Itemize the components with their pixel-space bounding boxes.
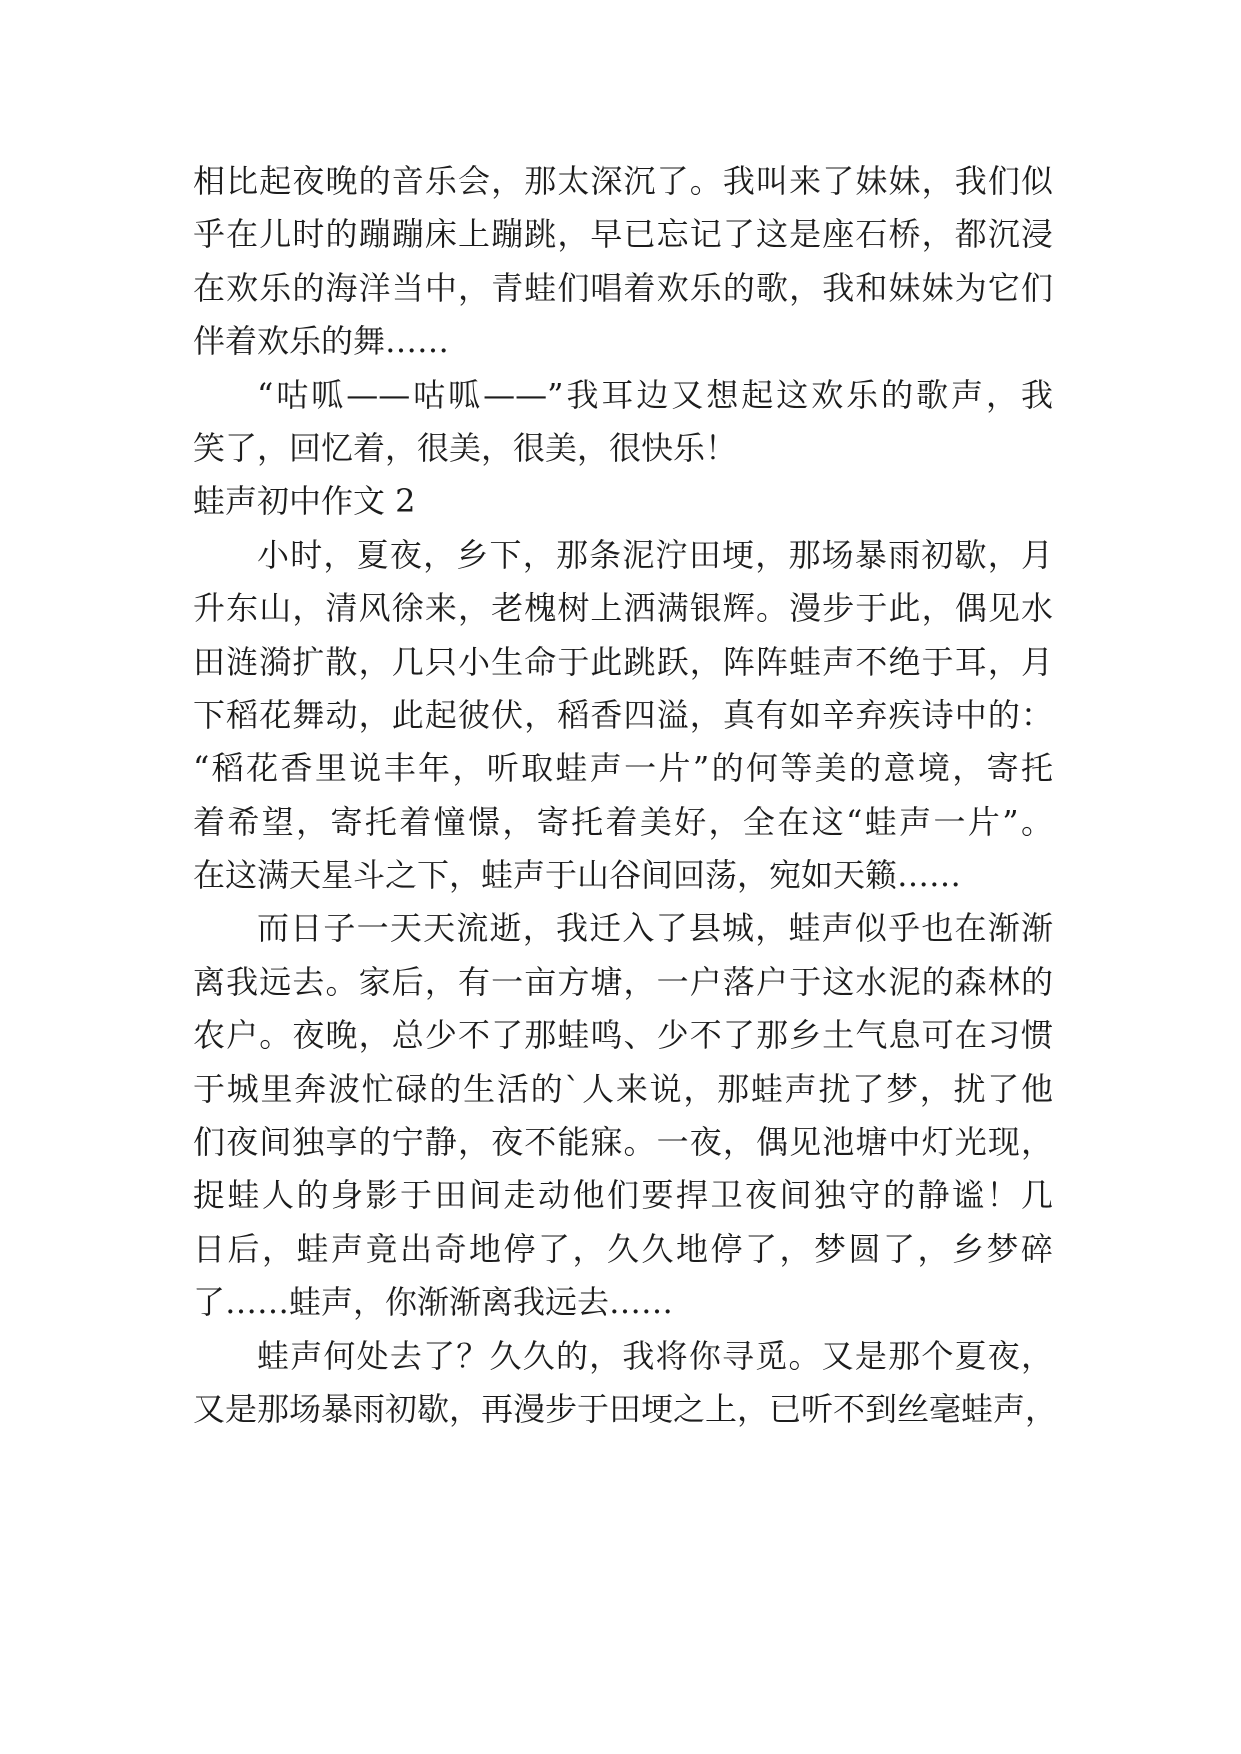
text-line: 捉蛙人的身影于田间走动他们要捍卫夜间独守的静谧！几 (193, 1176, 1053, 1215)
text-line: “稻花香里说丰年，听取蛙声一片”的何等美的意境，寄托 (193, 749, 1053, 788)
text-line: 下稻花舞动，此起彼伏，稻香四溢，真有如辛弃疾诗中的： (193, 695, 1053, 734)
text-line: “咕呱——咕呱——”我耳边又想起这欢乐的歌声，我 (257, 375, 1053, 414)
text-line: 们夜间独享的宁静，夜不能寐。一夜，偶见池塘中灯光现， (193, 1123, 1053, 1162)
text-line: 小时，夏夜，乡下，那条泥泞田埂，那场暴雨初歇，月 (257, 535, 1053, 574)
text-line: 蛙声初中作文 2 (193, 482, 416, 521)
text-line: 而日子一天天流逝，我迁入了县城，蛙声似乎也在渐渐 (257, 909, 1053, 948)
text-line: 着希望，寄托着憧憬，寄托着美好，全在这“蛙声一片”。 (193, 802, 1053, 841)
text-line: 相比起夜晚的音乐会，那太深沉了。我叫来了妹妹，我们似 (193, 162, 1053, 200)
text-line: 又是那场暴雨初歇，再漫步于田埂之上，已听不到丝毫蛙声， (193, 1389, 1058, 1428)
text-line: 离我远去。家后，有一亩方塘，一户落户于这水泥的森林的 (193, 962, 1053, 1001)
text-line: 农户。夜晚，总少不了那蛙鸣、少不了那乡土气息可在习惯 (193, 1016, 1053, 1055)
document-body (193, 155, 1058, 1436)
text-line: 乎在儿时的蹦蹦床上蹦跳，早已忘记了这是座石桥，都沉浸 (193, 215, 1053, 254)
text-line: 在这满天星斗之下，蛙声于山谷间回荡，宛如天籁…… (193, 856, 962, 895)
text-line: 蛙声何处去了？久久的，我将你寻觅。又是那个夏夜， (257, 1336, 1053, 1375)
text-line: 于城里奔波忙碌的生活的`人来说，那蛙声扰了梦，扰了他 (193, 1069, 1053, 1108)
text-line: 了……蛙声，你渐渐离我远去…… (193, 1283, 674, 1322)
text-line: 升东山，清风徐来，老槐树上洒满银辉。漫步于此，偶见水 (193, 589, 1053, 628)
text-line: 日后，蛙声竟出奇地停了，久久地停了，梦圆了，乡梦碎 (193, 1229, 1053, 1268)
text-line: 田涟漪扩散，几只小生命于此跳跃，阵阵蛙声不绝于耳，月 (193, 642, 1053, 681)
text-line: 在欢乐的海洋当中，青蛙们唱着欢乐的歌，我和妹妹为它们 (193, 268, 1053, 307)
text-line: 笑了，回忆着，很美，很美，很快乐！ (193, 428, 738, 467)
text-line: 伴着欢乐的舞…… (193, 322, 450, 361)
